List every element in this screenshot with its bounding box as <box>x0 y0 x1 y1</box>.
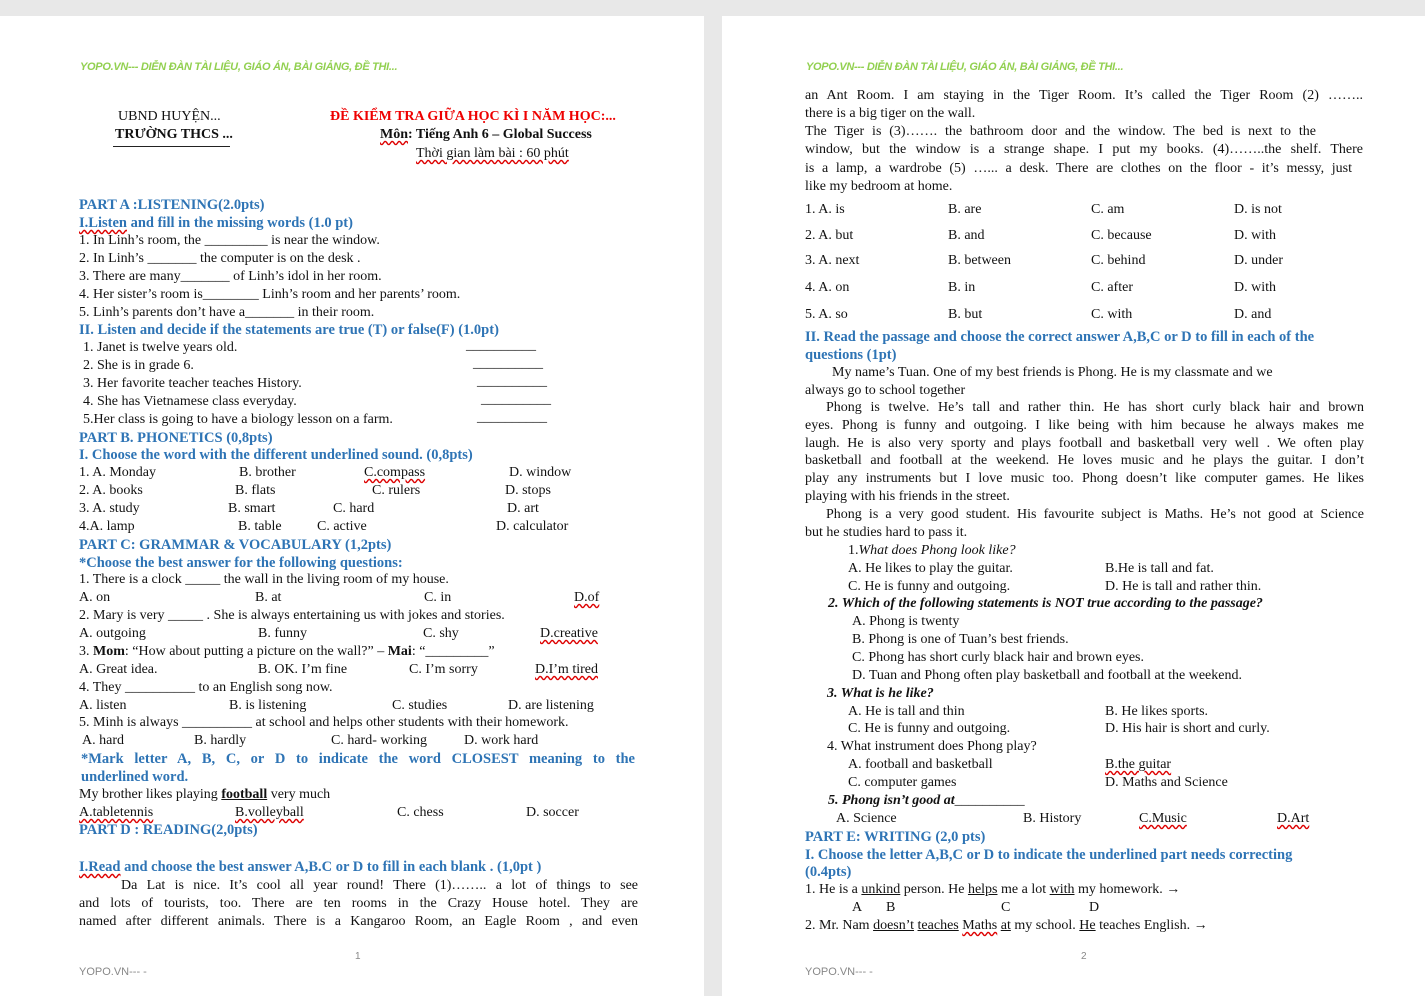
part-c-instruction: *Choose the best answer for the following questions: <box>79 555 403 571</box>
answer-option: C. He is funny and outgoing. <box>848 579 1011 594</box>
passage-line: always go to school together <box>805 383 966 398</box>
answer-option: C. studies <box>392 698 448 713</box>
tf-blank: __________ <box>466 338 536 353</box>
answer-option: D. soccer <box>526 805 579 820</box>
answer-option: D. work hard <box>464 733 539 748</box>
passage-line: but he studies hard to pass it. <box>805 525 968 540</box>
answer-option: B. and <box>948 228 985 243</box>
answer-option: A.tabletennis <box>79 805 154 820</box>
reading-line: window, but the window is a strange shape. I put my books. (4)……..the shelf. There <box>805 142 1363 157</box>
reading-line: an Ant Room. I am staying in the Tiger Room. It’s called the Tiger Room (2) …….. <box>805 88 1363 103</box>
page-footer: YOPO.VN--- - <box>79 966 147 978</box>
tf-blank: __________ <box>477 410 547 425</box>
exam-title: ĐỀ KIỂM TRA GIỮA HỌC KÌ I NĂM HỌC:... <box>330 109 616 124</box>
writing-question: 2. Mr. Nam doesn’t teaches Maths at my school. He teaches English. → <box>805 918 1208 933</box>
part-d-i-heading: I.Read and choose the best answer A,B.C or D to fill in each blank . (1,0pt ) <box>79 859 542 875</box>
phonetics-option: C. rulers <box>372 483 421 498</box>
reading-line: like my bedroom at home. <box>805 179 953 194</box>
tf-item: 5.Her class is going to have a biology lesson on a farm. <box>83 412 393 427</box>
part-e-heading: PART E: WRITING (2,0 pts) <box>805 829 986 845</box>
part-b-i-heading: I. Choose the word with the different underlined sound. (0,8pts) <box>79 447 473 463</box>
phonetics-option: 2. A. books <box>79 483 143 498</box>
phonetics-option: D. window <box>509 465 572 480</box>
answer-option: D. He is tall and rather thin. <box>1105 579 1262 594</box>
answer-option: C. I’m sorry <box>409 662 478 677</box>
answer-option: C. chess <box>397 805 444 820</box>
part-a-ii-heading: II. Listen and decide if the statements are true (T) or false(F) (1.0pt) <box>79 322 499 338</box>
phonetics-option: D. stops <box>505 483 551 498</box>
school-divider <box>113 146 230 147</box>
tf-item: 4. She has Vietnamese class everyday. <box>83 394 297 409</box>
answer-option: D. is not <box>1234 202 1282 217</box>
grammar-question: 3. Mom: “How about putting a picture on the wall?” – Mai: “_________” <box>79 644 495 659</box>
option-letter: D <box>1089 900 1100 915</box>
mark-instruction: *Mark letter A, B, C, or D to indicate the word CLOSEST meaning to the <box>81 751 635 767</box>
reading-line: The Tiger is (3)……. the bathroom door and the window. The bed is next to the <box>805 124 1316 139</box>
phonetics-option: 1. A. Monday <box>79 465 156 480</box>
option-letter: B <box>886 900 896 915</box>
phonetics-option: B. smart <box>228 501 276 516</box>
reading-question: 1.What does Phong look like? <box>848 543 1016 558</box>
passage-line: play any instruments but I love music too. Phong doesn’t like computer games. He likes <box>805 471 1364 486</box>
phonetics-option: C.compass <box>364 465 426 480</box>
answer-option: D. with <box>1234 228 1276 243</box>
page-1 <box>0 16 704 996</box>
grammar-question: 1. There is a clock _____ the wall in the living room of my house. <box>79 572 449 587</box>
reading-line: and lots of tourists, too. There are ten rooms in the Crazy House hotel. They are <box>79 896 638 911</box>
passage-line: Phong is twelve. He’s tall and rather thin. He has short curly black hair and brown <box>826 400 1364 415</box>
answer-option: C. He is funny and outgoing. <box>848 721 1011 736</box>
answer-option: C. Phong has short curly black hair and brown eyes. <box>852 650 1144 665</box>
answer-option: A. Phong is twenty <box>852 614 960 629</box>
reading-question: 5. Phong isn’t good at__________ <box>828 793 1025 808</box>
page-number: 1 <box>355 951 361 962</box>
answer-option: C. computer games <box>848 775 957 790</box>
reading-line: is a lamp, a wardrobe (5) …... a desk. There are clothes on the floor - it’s messy, just <box>805 161 1352 176</box>
ubnd-label: UBND HUYỆN... <box>118 109 221 124</box>
mark-instruction-cont: underlined word. <box>81 769 189 785</box>
option-letter: A <box>852 900 863 915</box>
answer-option: C. because <box>1091 228 1152 243</box>
answer-option: A. outgoing <box>79 626 146 641</box>
answer-option: B.He is tall and fat. <box>1105 561 1214 576</box>
passage-line: basketball and football at the weekend. He loves music and he plays the guitar. I don’t <box>805 453 1364 468</box>
grammar-question: 4. They __________ to an English song now. <box>79 680 333 695</box>
answer-option: 4. A. on <box>805 280 850 295</box>
answer-option: A. listen <box>79 698 127 713</box>
tf-item: 1. Janet is twelve years old. <box>83 340 238 355</box>
phonetics-option: C. active <box>317 519 367 534</box>
answer-option: D.Art <box>1277 811 1310 826</box>
part-a-heading: PART A :LISTENING(2.0pts) <box>79 197 265 213</box>
answer-option: B. between <box>948 253 1011 268</box>
part-e-i-heading-cont: (0.4pts) <box>805 864 852 880</box>
answer-option: C. hard- working <box>331 733 428 748</box>
part-c-heading: PART C: GRAMMAR & VOCABULARY (1,2pts) <box>79 537 392 553</box>
fill-item: 1. In Linh’s room, the _________ is near the window. <box>79 233 380 248</box>
phonetics-option: D. calculator <box>496 519 569 534</box>
answer-option: 5. A. so <box>805 307 848 322</box>
answer-option: D.creative <box>540 626 598 641</box>
answer-option: B.volleyball <box>235 805 304 820</box>
answer-option: D.of <box>574 590 600 605</box>
tf-item: 2. She is in grade 6. <box>83 358 194 373</box>
phonetics-option: B. table <box>238 519 282 534</box>
tf-blank: __________ <box>473 356 543 371</box>
phonetics-option: 4.A. lamp <box>79 519 135 534</box>
passage-line: My name’s Tuan. One of my best friends is Phong. He is my classmate and we <box>832 365 1273 380</box>
page-2 <box>722 16 1425 996</box>
answer-option: 1. A. is <box>805 202 845 217</box>
phonetics-option: D. art <box>507 501 539 516</box>
phonetics-option: B. flats <box>235 483 276 498</box>
answer-option: C. behind <box>1091 253 1146 268</box>
reading-question: 2. Which of the following statements is NOT true according to the passage? <box>828 596 1263 611</box>
tf-item: 3. Her favorite teacher teaches History. <box>83 376 302 391</box>
answer-option: B. are <box>948 202 982 217</box>
school-label: TRƯỜNG THCS ... <box>115 127 233 142</box>
passage-line: eyes. Phong is funny and outgoing. I like being with him because he always makes me <box>805 418 1364 433</box>
answer-option: A. hard <box>82 733 124 748</box>
answer-option: D. Maths and Science <box>1105 775 1228 790</box>
part-e-i-heading: I. Choose the letter A,B,C or D to indicate the underlined part needs correcting <box>805 847 1293 863</box>
phonetics-option: 3. A. study <box>79 501 140 516</box>
answer-option: B. in <box>948 280 976 295</box>
answer-option: 3. A. next <box>805 253 860 268</box>
option-letter: C <box>1001 900 1011 915</box>
answer-option: D. with <box>1234 280 1276 295</box>
answer-option: D. Tuan and Phong often play basketball and football at the weekend. <box>852 668 1242 683</box>
part-d-ii-heading: II. Read the passage and choose the correct answer A,B,C or D to fill in each of the <box>805 329 1315 345</box>
tf-blank: __________ <box>481 392 551 407</box>
part-b-heading: PART B. PHONETICS (0,8pts) <box>79 430 273 446</box>
grammar-question: 5. Minh is always __________ at school and helps other students with their homework. <box>79 715 569 730</box>
answer-option: B. Phong is one of Tuan’s best friends. <box>852 632 1069 647</box>
answer-option: D. under <box>1234 253 1283 268</box>
answer-option: B. funny <box>258 626 307 641</box>
fill-item: 5. Linh’s parents don’t have a_______ in their room. <box>79 305 375 320</box>
answer-option: C. with <box>1091 307 1133 322</box>
reading-line: Da Lat is nice. It’s cool all year round! There (1)…….. a lot of things to see <box>121 878 638 893</box>
part-a-i-heading: I.Listen and fill in the missing words (1.0 pt) <box>79 215 353 231</box>
answer-option: A. He likes to play the guitar. <box>848 561 1013 576</box>
answer-option: 2. A. but <box>805 228 854 243</box>
answer-option: C. am <box>1091 202 1125 217</box>
grammar-question: 2. Mary is very _____ . She is always entertaining us with jokes and stories. <box>79 608 505 623</box>
page-header: YOPO.VN--- DIỄN ĐÀN TÀI LIỆU, GIÁO ÁN, BÀI GIẢNG, ĐỀ THI... <box>806 61 1124 73</box>
answer-option: B. at <box>255 590 282 605</box>
answer-option: C.Music <box>1139 811 1187 826</box>
answer-option: C. after <box>1091 280 1133 295</box>
subject-line: Môn: Tiếng Anh 6 – Global Success <box>380 127 592 142</box>
reading-line: named after different animals. There is a Kangaroo Room, an Eagle Room , and even <box>79 914 638 929</box>
answer-option: D. and <box>1234 307 1272 322</box>
answer-option: D. His hair is short and curly. <box>1105 721 1270 736</box>
fill-item: 2. In Linh’s _______ the computer is on the desk . <box>79 251 361 266</box>
part-d-heading: PART D : READING(2,0pts) <box>79 822 258 838</box>
fill-item: 3. There are many_______ of Linh’s idol in her room. <box>79 269 382 284</box>
answer-option: D. are listening <box>508 698 594 713</box>
page-number: 2 <box>1081 951 1087 962</box>
time-line: Thời gian làm bài : 60 phút <box>416 146 569 161</box>
reading-line: there is a big tiger on the wall. <box>805 106 976 121</box>
answer-option: B. is listening <box>229 698 307 713</box>
answer-option: B. but <box>948 307 983 322</box>
answer-option: C. in <box>424 590 452 605</box>
answer-option: B. hardly <box>194 733 247 748</box>
answer-option: A. on <box>79 590 111 605</box>
phonetics-option: B. brother <box>239 465 296 480</box>
tf-blank: __________ <box>477 374 547 389</box>
reading-question: 4. What instrument does Phong play? <box>827 739 1037 754</box>
answer-option: D.I’m tired <box>535 662 598 677</box>
answer-option: B.the guitar <box>1105 757 1172 772</box>
answer-option: C. shy <box>423 626 459 641</box>
answer-option: A. Science <box>836 811 897 826</box>
answer-option: B. History <box>1023 811 1082 826</box>
answer-option: A. football and basketball <box>848 757 993 772</box>
passage-line: Phong is a very good student. His favourite subject is Maths. He’s not good at Science <box>826 507 1364 522</box>
answer-option: A. Great idea. <box>79 662 158 677</box>
reading-question: 3. What is he like? <box>827 686 934 701</box>
answer-option: B. He likes sports. <box>1105 704 1209 719</box>
answer-option: A. He is tall and thin <box>848 704 965 719</box>
phonetics-option: C. hard <box>333 501 375 516</box>
part-d-ii-heading-cont: questions (1pt) <box>805 347 897 363</box>
passage-line: playing with his friends in the street. <box>805 489 1010 504</box>
fill-item: 4. Her sister’s room is________ Linh’s room and her parents’ room. <box>79 287 461 302</box>
mark-question: My brother likes playing football very much <box>79 787 331 802</box>
answer-option: B. OK. I’m fine <box>258 662 348 677</box>
passage-line: laugh. He is also very sporty and plays football and basketball very well . We often play <box>805 436 1364 451</box>
page-footer: YOPO.VN--- - <box>805 966 873 978</box>
page-header: YOPO.VN--- DIỄN ĐÀN TÀI LIỆU, GIÁO ÁN, BÀI GIẢNG, ĐỀ THI... <box>80 61 398 73</box>
writing-question: 1. He is a unkind person. He helps me a lot with my homework. → <box>805 882 1181 897</box>
